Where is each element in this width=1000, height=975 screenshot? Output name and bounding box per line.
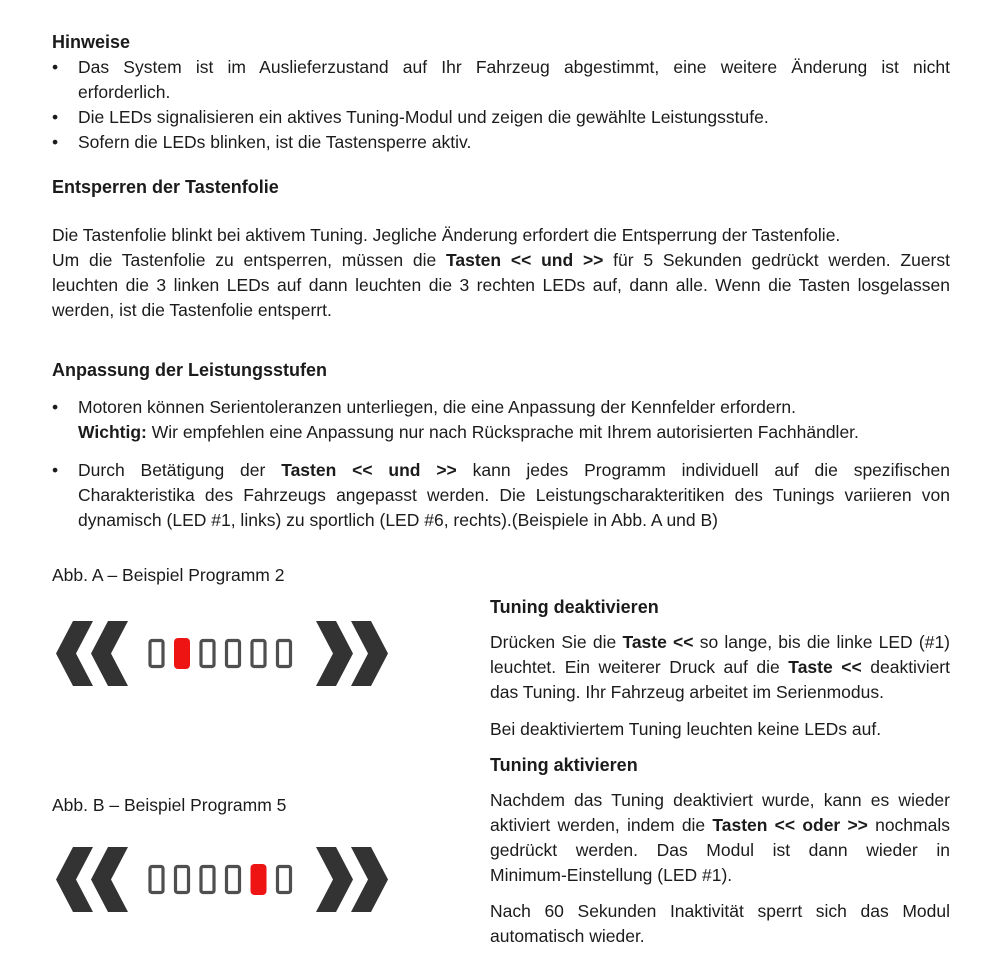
led-off-indicator — [201, 867, 214, 893]
led-off-indicator — [278, 641, 291, 667]
text-line: werden, ist die Tastenfolie entsperrt. — [52, 300, 332, 320]
bullet-icon: • — [52, 397, 59, 417]
hinweise-bullet-1 — [52, 55, 950, 105]
text-segment: so lange, bis die linke LED (#1) — [693, 632, 951, 652]
led-off-indicator — [201, 641, 214, 667]
entsperren-paragraph — [52, 223, 950, 323]
text-segment-bold: Taste << — [788, 657, 862, 677]
bullet-icon: • — [52, 107, 59, 127]
text-segment-bold: Wichtig: — [78, 422, 147, 442]
bullet-icon: • — [52, 460, 59, 480]
text-segment: aktiviert werden, indem die — [490, 815, 713, 835]
text-line — [52, 248, 950, 273]
deaktivieren-paragraph — [490, 630, 950, 705]
led-display-b — [56, 847, 390, 912]
bullet-icon: • — [52, 132, 59, 152]
led-display-graphic — [56, 847, 390, 912]
text-segment-bold: Taste << — [622, 632, 694, 652]
section-heading-tuning-aktivieren: Tuning aktivieren — [490, 755, 638, 775]
led-off-indicator — [278, 867, 291, 893]
text-line — [490, 813, 950, 838]
anpassung-bullet-2-text — [78, 458, 950, 533]
hinweise-bullet-3 — [52, 130, 950, 155]
hinweise-bullet-2-text: Die LEDs signalisieren ein aktives Tuning-Modul und zeigen die gewählte Leistungsstufe. — [78, 107, 769, 127]
section-heading-entsperren: Entsperren der Tastenfolie — [52, 177, 279, 197]
text-line: Nachdem das Tuning deaktiviert wurde, kann es wieder — [490, 790, 950, 810]
anpassung-bullet-1 — [52, 395, 950, 445]
chevron-right-icon — [316, 847, 353, 912]
anpassung-bullet-1-text — [78, 395, 950, 445]
led-off-indicator — [227, 867, 240, 893]
tuning-column — [490, 595, 950, 961]
hinweise-bullet-3-text: Sofern die LEDs blinken, ist die Tastensperre aktiv. — [78, 132, 472, 152]
text-line: dynamisch (LED #1, links) zu sportlich (LED #6, rechts).(Beispiele in Abb. A und B) — [78, 510, 719, 530]
text-segment: nochmals — [867, 815, 950, 835]
text-line — [490, 630, 950, 655]
section-heading-anpassung: Anpassung der Leistungsstufen — [52, 360, 328, 380]
text-line: gedrückt werden. Das Modul ist dann wieder in — [490, 840, 950, 860]
led-off-indicator — [252, 641, 265, 667]
text-line: Das System ist im Auslieferzustand auf Ihr Fahrzeug abgestimmt, eine weitere Änderung ist nicht — [78, 57, 950, 77]
chevron-right-icon — [316, 621, 353, 686]
text-line — [490, 655, 950, 680]
hinweise-bullet-2 — [52, 105, 950, 130]
text-segment: Um die Tastenfolie zu entsperren, müssen die — [52, 250, 446, 270]
figures-and-tuning-columns — [52, 555, 950, 975]
text-segment-bold: Tasten << und >> — [446, 250, 604, 270]
led-display-a — [56, 621, 390, 686]
text-segment: deaktiviert — [861, 657, 950, 677]
chevron-right-icon — [351, 847, 388, 912]
text-segment: Durch Betätigung der — [78, 460, 282, 480]
hinweise-bullet-1-text — [78, 55, 950, 105]
figure-a-caption: Abb. A – Beispiel Programm 2 — [52, 565, 285, 585]
text-segment-bold: Tasten << oder >> — [712, 815, 868, 835]
led-on-indicator — [174, 638, 190, 669]
anpassung-bullet-2 — [52, 458, 950, 533]
text-line: Nach 60 Sekunden Inaktivität sperrt sich das Modul — [490, 901, 950, 921]
text-line — [78, 458, 950, 483]
led-on-indicator — [251, 864, 267, 895]
text-segment: Drücken Sie die — [490, 632, 623, 652]
text-line: leuchten die 3 linken LEDs auf dann leuchten die 3 rechten LEDs auf, dann alle. Wenn die Tasten losgelassen — [52, 275, 950, 295]
figure-b-caption: Abb. B – Beispiel Programm 5 — [52, 795, 287, 815]
led-off-indicator — [150, 867, 163, 893]
led-off-indicator — [150, 641, 163, 667]
deaktivieren-note: Bei deaktiviertem Tuning leuchten keine LEDs auf. — [490, 719, 882, 739]
chevron-right-icon — [351, 621, 388, 686]
led-display-graphic — [56, 621, 390, 686]
aktivieren-timeout-note — [490, 899, 950, 949]
text-segment: kann jedes Programm individuell auf die spezifischen — [456, 460, 950, 480]
led-off-indicator — [176, 867, 189, 893]
text-line: Die Tastenfolie blinkt bei aktivem Tuning. Jegliche Änderung erfordert die Entsperrung der Tastenfolie. — [52, 225, 841, 245]
chevron-left-icon — [56, 847, 93, 912]
text-line: automatisch wieder. — [490, 926, 645, 946]
text-segment-bold: Tasten << und >> — [281, 460, 457, 480]
text-segment: Wir empfehlen eine Anpassung nur nach Rücksprache mit Ihrem autorisierten Fachhändler. — [146, 422, 859, 442]
text-line: Motoren können Serientoleranzen unterliegen, die eine Anpassung der Kennfelder erfordern. — [78, 397, 796, 417]
aktivieren-paragraph — [490, 788, 950, 888]
chevron-left-icon — [91, 621, 128, 686]
text-segment: leuchtet. Ein weiterer Druck auf die — [490, 657, 789, 677]
chevron-left-icon — [56, 621, 93, 686]
text-line: das Tuning. Ihr Fahrzeug arbeitet im Serienmodus. — [490, 682, 884, 702]
text-line: Charakteristika des Fahrzeugs angepasst werden. Die Leistungscharakteritiken des Tunings variieren von — [78, 485, 950, 505]
bullet-icon: • — [52, 57, 59, 77]
text-line — [78, 420, 950, 445]
section-heading-hinweise: Hinweise — [52, 32, 131, 52]
text-line: Minimum-Einstellung (LED #1). — [490, 865, 733, 885]
text-line: erforderlich. — [78, 82, 171, 102]
section-heading-tuning-deaktivieren: Tuning deaktivieren — [490, 597, 659, 617]
chevron-left-icon — [91, 847, 128, 912]
led-off-indicator — [227, 641, 240, 667]
text-segment: für 5 Sekunden gedrückt werden. Zuerst — [603, 250, 950, 270]
